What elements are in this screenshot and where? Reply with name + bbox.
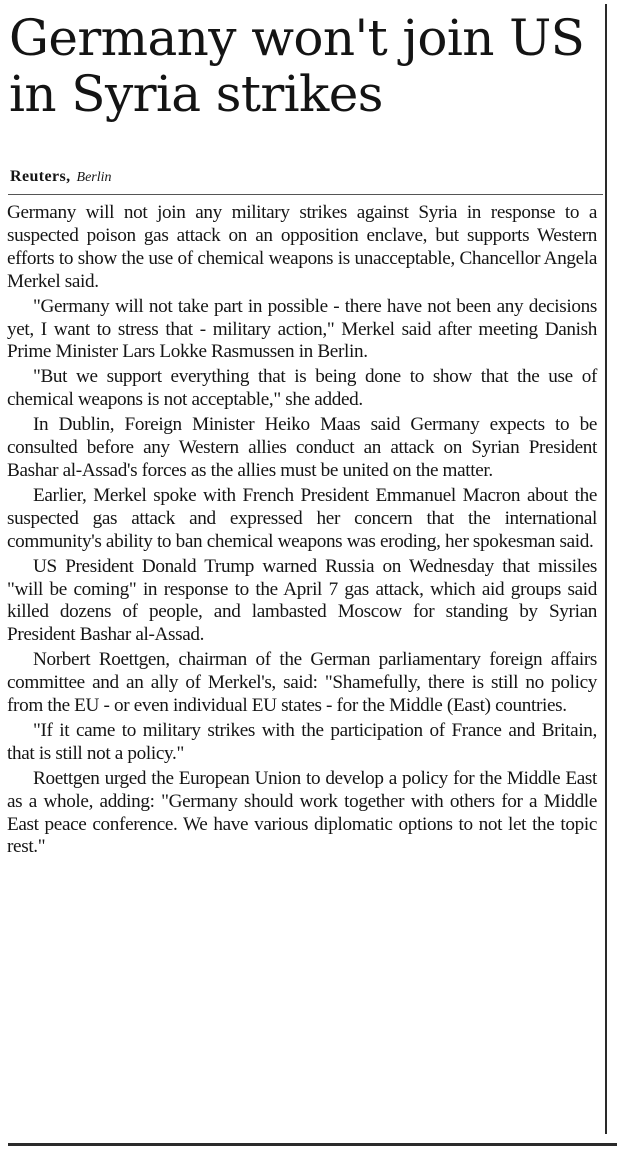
article-body [7,202,597,861]
byline [10,168,112,187]
article-paragraph: "If it came to military strikes with the participation of France and Britain, that is still not a policy." [7,719,597,764]
article-paragraph: "But we support everything that is being done to show that the use of chemical weapons is not acceptable," she added. [7,366,597,411]
article-paragraph: Germany will not join any military strikes against Syria in response to a suspected poison gas attack on an opposition enclave, but supports Western efforts to show the use of chemical weapons is unacceptable, Chancellor Angela Merkel said. [7,202,597,292]
article-paragraph: In Dublin, Foreign Minister Heiko Maas said Germany expects to be consulted before any Western allies conduct an attack on Syrian President Bashar al-Assad's forces as the allies must be united on the matter. [7,414,597,481]
article-paragraph: Earlier, Merkel spoke with French President Emmanuel Macron about the suspected gas attack and expressed her concern that the international community's ability to ban chemical weapons was eroding, her spokesman said. [7,484,597,552]
article-paragraph: Norbert Roettgen, chairman of the German parliamentary foreign affairs committee and an ally of Merkel's, said: "Shamefully, there is still no policy from the EU - or even individual EU states - for the Middle (East) countries. [7,649,597,717]
byline-divider [8,194,603,195]
article-paragraph: Roettgen urged the European Union to develop a policy for the Middle East as a whole, adding: "Germany should work together with others for a Middle East peace conference. We have various diplomatic options to not let the topic rest." [7,767,597,858]
byline-agency: Reuters, [10,168,71,185]
column-rule-bottom [8,1143,617,1146]
headline: Germany won't join US in Syria strikes [9,9,585,123]
byline-dateline: Berlin [76,170,112,185]
article-paragraph: US President Donald Trump warned Russia on Wednesday that missiles "will be coming" in response to the April 7 gas attack, which aid groups said killed dozens of people, and lambasted Moscow for standing by Syrian President Bashar al-Assad. [7,555,597,646]
article-paragraph: "Germany will not take part in possible - there have not been any decisions yet, I want to stress that - military action," Merkel said after meeting Danish Prime Minister Lars Lokke Rasmussen in Berlin. [7,295,597,363]
column-rule-right [605,4,607,1134]
